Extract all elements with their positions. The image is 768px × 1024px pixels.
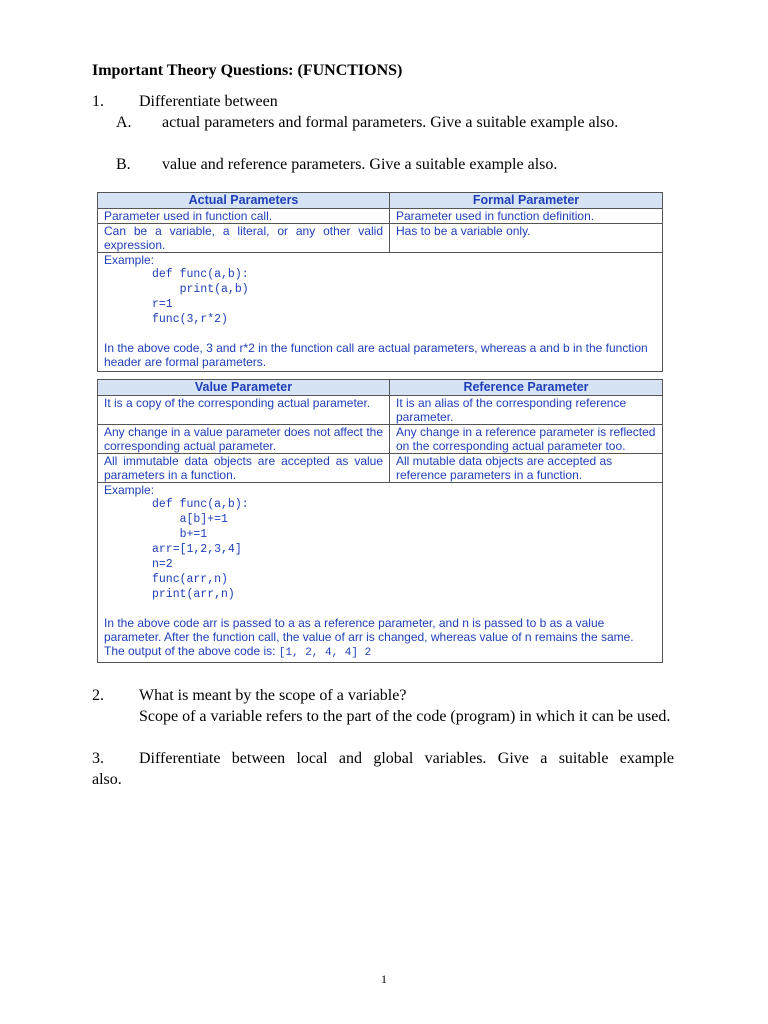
option-a-label: A.	[116, 114, 132, 131]
code-line: n=2	[152, 558, 173, 571]
question-2-answer: Scope of a variable refers to the part of the code (program) in which it can be used.	[139, 708, 671, 725]
table-cell: Parameter used in function call.	[98, 209, 390, 224]
option-b-text: value and reference parameters. Give a suitable example also.	[162, 156, 558, 173]
table-cell: Can be a variable, a literal, or any other valid expression.	[98, 224, 390, 253]
code-line: def func(a,b):	[152, 268, 249, 281]
table-row	[98, 209, 663, 224]
table-cell: Has to be a variable only.	[390, 224, 663, 253]
actual-formal-table	[97, 192, 663, 372]
code-line: print(a,b)	[152, 283, 249, 296]
question-3-text: Differentiate between local and global variables. Give a suitable example	[139, 750, 674, 767]
question-3-number: 3.	[92, 750, 104, 767]
question-1-text: Differentiate between	[139, 93, 278, 110]
example-row	[98, 483, 663, 663]
table-row	[98, 425, 663, 454]
code-line: b+=1	[152, 528, 208, 541]
code-line: func(3,r*2)	[152, 313, 228, 326]
table-cell: All mutable data objects are accepted as reference parameters in a function.	[390, 454, 663, 483]
example-explanation: In the above code, 3 and r*2 in the function call are actual parameters, whereas a and b in the function header are formal parameters.	[104, 341, 648, 369]
table-header: Value Parameter	[98, 380, 390, 396]
page-number: 1	[381, 972, 387, 986]
code-line: print(arr,n)	[152, 588, 235, 601]
table-cell: Any change in a reference parameter is reflected on the corresponding actual parameter too.	[390, 425, 663, 454]
question-2-text: What is meant by the scope of a variable?	[139, 687, 407, 704]
table-row	[98, 224, 663, 253]
option-a-text: actual parameters and formal parameters. Give a suitable example also.	[162, 114, 619, 131]
example-row	[98, 253, 663, 372]
option-b-label: B.	[116, 156, 131, 173]
code-line: a[b]+=1	[152, 513, 228, 526]
table-row	[98, 454, 663, 483]
example-explanation	[104, 616, 656, 660]
table-cell: All immutable data objects are accepted as value parameters in a function.	[98, 454, 390, 483]
explanation-text: In the above code arr is passed to a as a reference parameter, and n is passed to b as a value parameter. After the function call, the value of arr is changed, whereas value of n remains the same. The output of the above code is:	[104, 616, 634, 658]
output-value: [1, 2, 4, 4] 2	[278, 647, 372, 659]
question-1-number: 1.	[92, 93, 104, 110]
code-line: func(arr,n)	[152, 573, 228, 586]
value-reference-table	[97, 379, 663, 663]
question-3-continuation: also.	[92, 771, 122, 788]
table-cell: Parameter used in function definition.	[390, 209, 663, 224]
code-line: r=1	[152, 298, 173, 311]
table-header-row	[98, 380, 663, 396]
table-cell: It is an alias of the corresponding reference parameter.	[390, 396, 663, 425]
page-title: Important Theory Questions: (FUNCTIONS)	[92, 62, 403, 79]
question-2-number: 2.	[92, 687, 104, 704]
code-line: arr=[1,2,3,4]	[152, 543, 242, 556]
table-header: Actual Parameters	[98, 193, 390, 209]
table-header: Formal Parameter	[390, 193, 663, 209]
example-label: Example:	[104, 253, 155, 267]
table-cell: It is a copy of the corresponding actual parameter.	[98, 396, 390, 425]
table-header-row	[98, 193, 663, 209]
code-line: def func(a,b):	[152, 498, 249, 511]
table-row	[98, 396, 663, 425]
example-cell	[98, 253, 663, 372]
example-label: Example:	[104, 483, 155, 497]
example-cell	[98, 483, 663, 663]
table-cell: Any change in a value parameter does not affect the corresponding actual parameter.	[98, 425, 390, 454]
table-header: Reference Parameter	[390, 380, 663, 396]
